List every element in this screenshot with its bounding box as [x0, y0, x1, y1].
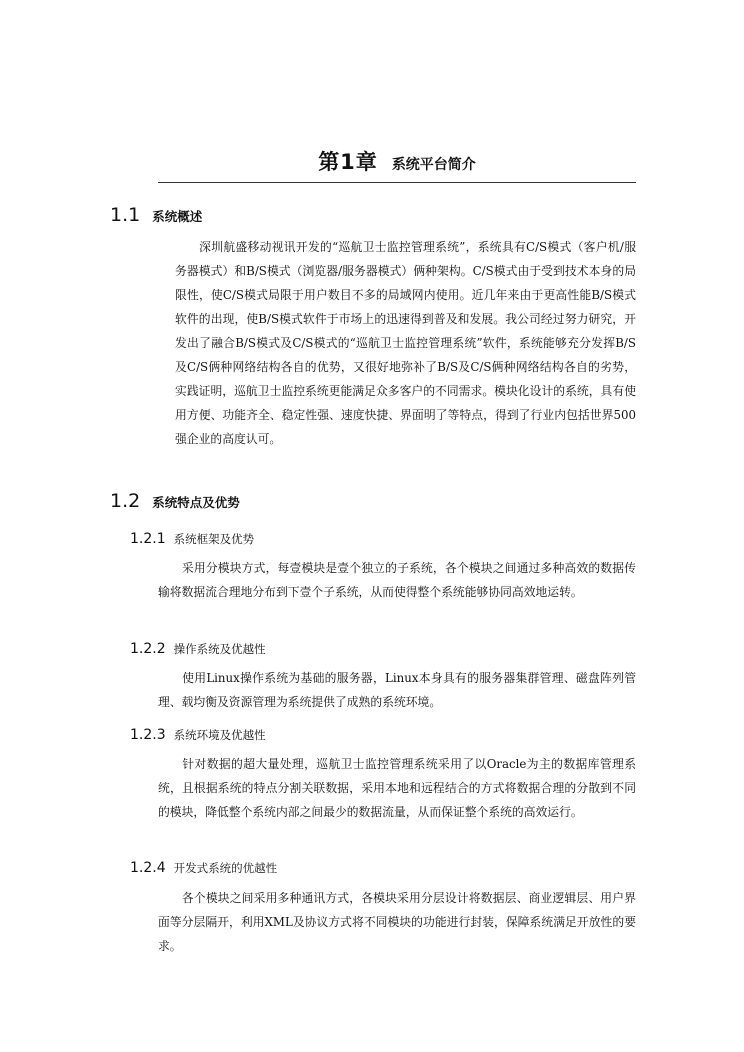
section-1-1-paragraph: 深圳航盛移动视讯开发的“巡航卫士监控管理系统”，系统具有C/S模式（客户机/服务器模式）和B/S模式（浏览器/服务器模式）俩种架构。C/S模式由于受到技术本身的局限性，使C/S模式局限于用户数目不多的局域网内使用。近几年来由于更高性能B/S模式软件的出现，使B/S模式软件于市场上的迅速得到普及和发展。我公司经过努力研究，开发出了融合B/S模式及C/S模式的“巡航卫士监控管理系统”软件，系统能够充分发挥B/S及C/S俩种网络结构各自的优势，又很好地弥补了B/S及C/S俩种网络结构各自的劣势，实践证明，巡航卫士监控系统更能满足众多客户的不同需求。模块化设计的系统，具有使用方便、功能齐全、稳定性强、速度快捷、界面明了等特点，得到了行业内包括世界500强企业的高度认可。: [175, 240, 636, 446]
subsection-heading-1-2-4: [130, 857, 277, 876]
subsection-heading-1-2-2: [130, 638, 266, 657]
subsection-title: 系统环境及优越性: [173, 728, 266, 742]
subsection-title: 系统框架及优势: [173, 532, 255, 546]
section-title: 系统特点及优势: [152, 495, 240, 510]
section-title: 系统概述: [152, 209, 203, 224]
chapter-divider: [158, 182, 636, 183]
subsection-number: 1.2.2: [130, 641, 166, 657]
chapter-number: 第1章: [318, 150, 378, 174]
subsection-number: 1.2.3: [130, 727, 166, 743]
subsection-1-2-1-paragraph: 采用分模块方式，每壹模块是壹个独立的子系统，各个模块之间通过多种高效的数据传输将数据流合理地分布到下壹个子系统，从而使得整个系统能够协同高效地运转。: [158, 561, 636, 599]
subsection-1-2-3-paragraph: 针对数据的超大量处理，巡航卫士监控管理系统采用了以Oracle为主的数据库管理系统，且根据系统的特点分割关联数据，采用本地和远程结合的方式将数据合理的分散到不同的模块，降低整个系统内部之间最少的数据流量，从而保证整个系统的高效运行。: [158, 757, 636, 819]
subsection-heading-1-2-3: [130, 724, 266, 743]
subsection-heading-1-2-1: [130, 528, 254, 547]
section-number: 1.1: [110, 204, 141, 226]
section-heading-1-2: [110, 490, 240, 512]
subsection-number: 1.2.4: [130, 860, 166, 876]
section-number: 1.2: [110, 490, 141, 512]
subsection-1-2-4-paragraph: 各个模块之间采用多种通讯方式，各模块采用分层设计将数据层、商业逻辑层、用户界面等分层隔开，利用XML及协议方式将不同模块的功能进行封装，保障系统满足开放性的要求。: [158, 891, 636, 953]
section-heading-1-1: [110, 204, 202, 226]
chapter-heading: [158, 146, 636, 176]
subsection-title: 开发式系统的优越性: [173, 861, 278, 875]
chapter-title: 系统平台简介: [391, 157, 476, 173]
subsection-number: 1.2.1: [130, 531, 166, 547]
subsection-1-2-2-paragraph: 使用Linux操作系统为基础的服务器，Linux本身具有的服务器集群管理、磁盘阵列管理、载均衡及资源管理为系统提供了成熟的系统环境。: [158, 671, 636, 709]
subsection-title: 操作系统及优越性: [173, 642, 266, 656]
